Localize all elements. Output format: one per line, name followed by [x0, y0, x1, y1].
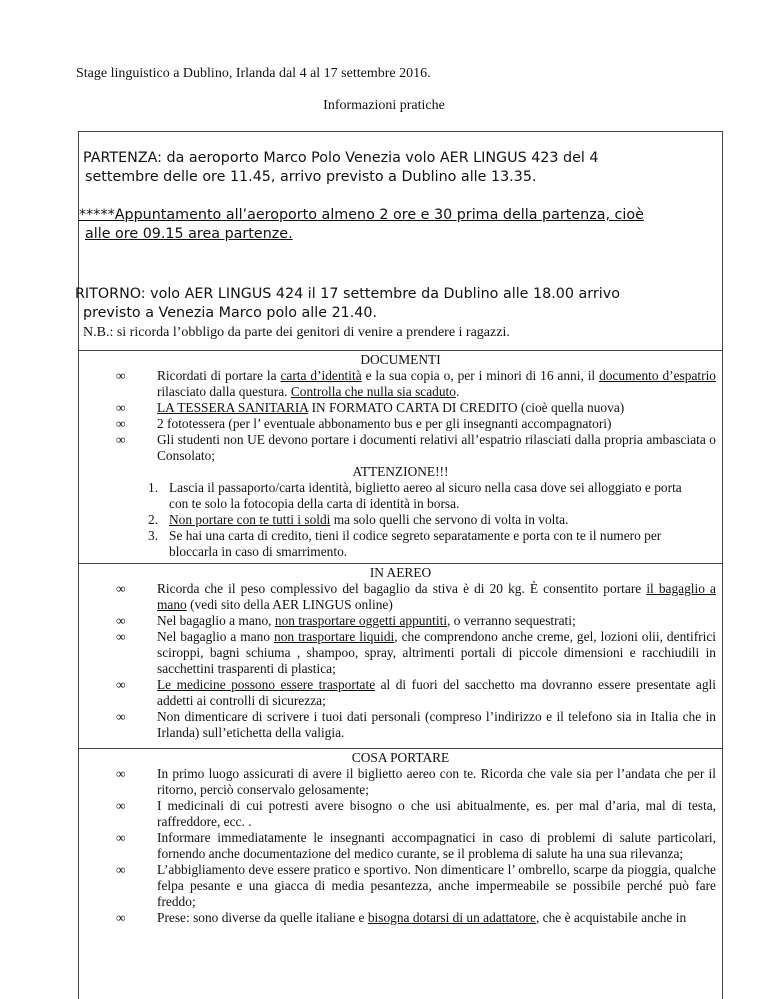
bullet-icon: ∞ [116, 862, 126, 877]
attention-heading: ATTENZIONE!!! [352, 464, 449, 479]
bullet-icon: ∞ [116, 830, 126, 845]
numbered-item: 1. Lascia il passaporto/carta identità, biglietto aereo al sicuro nella casa dove sei alloggiato e porta con te solo la fotocopia della carta di identità in borsa. [148, 480, 682, 511]
list-item: ∞ Ricorda che il peso complessivo del bagaglio da stiva è di 20 kg. È consentito portare il bagaglio a mano (vedi sito della AER LINGUS online) [116, 581, 716, 612]
list-item: ∞ Le medicine possono essere trasportate al di fuori del sacchetto ma dovranno essere presentate agli addetti ai controlli di sicurezza; [116, 677, 716, 708]
bullet-icon: ∞ [116, 368, 126, 383]
bullet-icon: ∞ [116, 910, 126, 925]
flight-section [78, 563, 723, 749]
bullet-icon: ∞ [116, 432, 126, 447]
list-item: ∞ LA TESSERA SANITARIA IN FORMATO CARTA DI CREDITO (cioè quella nuova) [116, 400, 625, 415]
section-title: IN AEREO [369, 565, 432, 580]
list-item: ∞ L’abbigliamento deve essere pratico e sportivo. Non dimenticare l’ ombrello, scarpe da pioggia, qualche felpa pesante e una giacca di media pesantezza, anche impermeabile se possibile perché può fare freddo; [116, 862, 716, 909]
meeting-info: *****Appuntamento all’aeroporto almeno 2 ore e 30 prima della partenza, cioè alle ore 09.15 area partenze. [79, 207, 644, 242]
bullet-icon: ∞ [116, 766, 126, 781]
document-subtitle: Informazioni pratiche [323, 98, 445, 113]
list-item: ∞ Gli studenti non UE devono portare i documenti relativi all’espatrio rilasciati dalla propria ambasciata o Consolato; [116, 432, 716, 463]
departure-info: PARTENZA: da aeroporto Marco Polo Venezia volo AER LINGUS 423 del 4 settembre delle ore 11.45, arrivo previsto a Dublino alle 13.35. [83, 150, 599, 185]
return-info: RITORNO: volo AER LINGUS 424 il 17 settembre da Dublino alle 18.00 arrivo previsto a Venezia Marco polo alle 21.40. [75, 286, 620, 321]
list-item: ∞ 2 fototessera (per l’ eventuale abbonamento bus e per gli insegnanti accompagnatori) [116, 416, 612, 431]
numbered-item: 3. Se hai una carta di credito, tieni il codice segreto separatamente e porta con te il numero per bloccarla in caso di smarrimento. [148, 528, 662, 559]
bullet-icon: ∞ [116, 613, 126, 628]
travel-info-box [75, 131, 723, 351]
list-item: ∞ Nel bagaglio a mano non trasportare liquidi, che comprendono anche creme, gel, lozioni olii, dentifrici sciroppi, bagni schiuma , shampoo, spray, altrimenti portali di piccole dimensioni e racchiudili in sacchettini trasparenti di plastica; [116, 629, 717, 676]
list-item: ∞ Non dimenticare di scrivere i tuoi dati personali (compreso l’indirizzo e il telefono sia in Italia che in Irlanda) sull’etichetta della valigia. [116, 709, 716, 740]
bullet-icon: ∞ [116, 709, 126, 724]
numbered-item: 2. Non portare con te tutti i soldi ma solo quelli che servono di volta in volta. [148, 512, 569, 527]
list-item: ∞ I medicinali di cui potresti avere bisogno o che usi abitualmente, es. per mal d’aria, mal di testa, raffreddore, ecc. . [116, 798, 716, 829]
bullet-icon: ∞ [116, 629, 126, 644]
section-title: COSA PORTARE [351, 750, 450, 765]
bullet-icon: ∞ [116, 416, 126, 431]
section-title: DOCUMENTI [360, 352, 441, 367]
list-item: ∞ Informare immediatamente le insegnanti accompagnatici in caso di problemi di salute particolari, fornendo anche documentazione del medico curante, se il problema di salute ha una sua rilevanza; [116, 830, 716, 861]
what-to-bring-section [78, 748, 723, 999]
list-item: ∞ Prese: sono diverse da quelle italiane e bisogna dotarsi di un adattatore, che è acquistabile anche in [116, 910, 687, 925]
bullet-icon: ∞ [116, 798, 126, 813]
documents-section [78, 350, 723, 564]
list-item: ∞ In primo luogo assicurati di avere il biglietto aereo con te. Ricorda che vale sia per l’andata che per il ritorno, perciò conservalo gelosamente; [116, 766, 716, 797]
bullet-icon: ∞ [116, 400, 126, 415]
bullet-icon: ∞ [116, 677, 126, 692]
document-title: Stage linguistico a Dublino, Irlanda dal 4 al 17 settembre 2016. [76, 66, 431, 81]
parents-note: N.B.: si ricorda l’obbligo da parte dei genitori di venire a prendere i ragazzi. [83, 325, 510, 340]
list-item: ∞ Ricordati di portare la carta d’identità e la sua copia o, per i minori di 16 anni, il documento d’espatrio rilasciato dalla questura. Controlla che nulla sia scaduto. [116, 368, 717, 399]
list-item: ∞ Nel bagaglio a mano, non trasportare oggetti appuntiti, o verranno sequestrati; [116, 613, 576, 628]
bullet-icon: ∞ [116, 581, 126, 596]
